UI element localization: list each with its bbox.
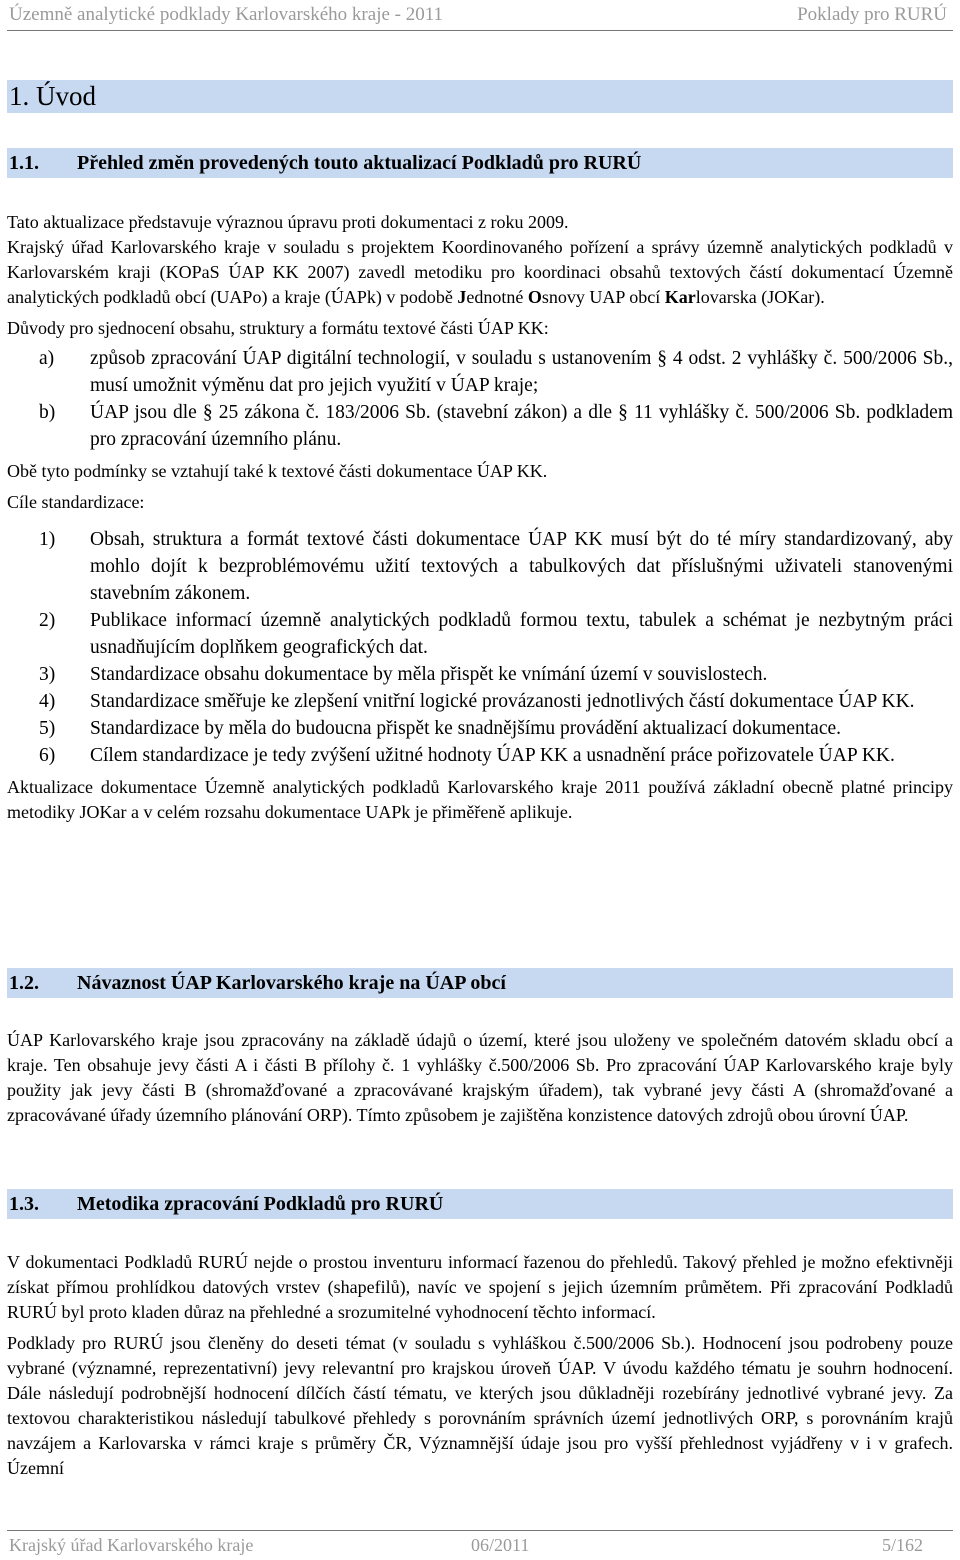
- header-title: Územně analytické podklady Karlovarského kraje - 2011: [9, 4, 444, 25]
- document-page: [7, 0, 953, 1559]
- goals-list: [7, 526, 953, 769]
- paragraph: Důvody pro sjednocení obsahu, struktury a formátu textové části ÚAP KK:: [7, 318, 549, 338]
- page-footer: [7, 1530, 953, 1560]
- section-title: Metodika zpracování Podkladů pro RURÚ: [77, 1193, 444, 1215]
- list-item: 5) Standardizace by měla do budoucna přispět ke snadnějšímu provádění aktualizací dokumentace.: [39, 718, 842, 739]
- section-1-2-body: [7, 1028, 953, 1128]
- header-right: Poklady pro RURÚ: [797, 4, 947, 25]
- section-title: Návaznost ÚAP Karlovarského kraje na ÚAP obcí: [77, 972, 506, 994]
- section-heading-1-3: [7, 1189, 953, 1219]
- paragraph: Podklady pro RURÚ jsou členěny do deseti témat (v souladu s vyhláškou č.500/2006 Sb.). Hodnocení jsou podrobeny pouze vybrané (významné, reprezentativní) jevy relevantní pro krajskou úroveň ÚAP. V úvodu každého tématu je souhrn hodnocení. Dále následují podrobnější hodnocení dílčích částí tématu, ve kterých jsou důkladněji rozebírány jednotlivé vybrané jevy. Za textovou charakteristikou následují tabulkové přehledy s porovnáním správních území jednotlivých ORP, s porovnáním krajů navzájem a Karlovarska v rámci kraje s průměry ČR, Významnější údaje jsou pro vyšší přehlednost vyjádřeny v i v grafech. Územní: [7, 1333, 953, 1478]
- list-item: 2) Publikace informací územně analytických podkladů formou textu, tabulek a schémat je nezbytným práci usnadňujícím doplňkem geografických dat.: [39, 610, 953, 658]
- page-number: 5/162: [881, 1535, 923, 1555]
- list-item: 6) Cílem standardizace je tedy zvýšení užitné hodnoty ÚAP KK a usnadnění práce pořizovatele ÚAP KK.: [39, 745, 895, 766]
- paragraph: V dokumentaci Podkladů RURÚ nejde o prostou inventuru informací řazenou do přehledů. Takový přehled je možno efektivněji získat přímou prohlídkou datových vrstev (shapefilů), navíc ve spojení s jejich územním průmětem. Při zpracování Podkladů RURÚ byl proto kladen důraz na přehledné a srozumitelné vyhodnocení těchto informací.: [7, 1252, 953, 1322]
- reason-list: [7, 345, 953, 453]
- section-number: 1.2.: [9, 972, 39, 994]
- paragraph: Aktualizace dokumentace Územně analytických podkladů Karlovarského kraje 2011 používá základní obecně platné principy metodiky JOKar a v celém rozsahu dokumentace UAPk je přiměřeně aplikuje.: [7, 777, 953, 822]
- section-1-1-body: [7, 210, 953, 825]
- section-title: Přehled změn provedených touto aktualizací Podkladů pro RURÚ: [77, 152, 642, 174]
- list-item: 3) Standardizace obsahu dokumentace by měla přispět ke vnímání území v souvislostech.: [39, 664, 768, 685]
- section-heading-1-1: [7, 148, 953, 178]
- list-item: b) ÚAP jsou dle § 25 zákona č. 183/2006 Sb. (stavební zákon) a dle § 11 vyhlášky č. 500/2006 Sb. podkladem pro zpracování územního plánu.: [39, 402, 953, 450]
- list-item: a) způsob zpracování ÚAP digitální technologií, v souladu s ustanovením § 4 odst. 2 vyhlášky č. 500/2006 Sb., musí umožnit výměnu dat pro jejich využití v ÚAP kraje;: [39, 348, 953, 396]
- heading-1: 1. Úvod: [7, 80, 953, 113]
- footer-author: Krajský úřad Karlovarského kraje: [9, 1535, 254, 1555]
- paragraph-jokar: Krajský úřad Karlovarského kraje v souladu s projektem Koordinovaného pořízení a správy územně analytických podkladů v Karlovarském kraji (KOPaS ÚAP KK 2007) zavedl metodiku pro koordinaci obsahů textových částí dokumentací Územně analytických podkladů obcí (UAPo) a kraje (ÚAPk) v podobě Jednotné Osnovy UAP obcí Karlovarska (JOKar).: [7, 237, 953, 307]
- section-heading-1-2: [7, 968, 953, 998]
- section-number: 1.3.: [9, 1193, 39, 1215]
- paragraph: ÚAP Karlovarského kraje jsou zpracovány na základě údajů o území, které jsou uloženy ve společném datovém skladu obcí a kraje. Ten obsahuje jevy části A i části B přílohy č. 1 vyhlášky č.500/2006 Sb. Pro zpracování ÚAP Karlovarského kraje byly použity jak jevy části B (shromažďované a zpracovávané krajským úřadem), tak vybrané jevy části A (shromažďované a zpracovávané úřady územního plánování ORP). Tímto způsobem je zajištěna konzistence datových zdrojů obou úrovní ÚAP.: [7, 1030, 953, 1125]
- footer-date: 06/2011: [471, 1535, 530, 1555]
- list-item: 1) Obsah, struktura a formát textové části dokumentace ÚAP KK musí být do té míry standardizovaný, aby mohlo dojít k bezproblémovému užití textových a tabulkových dat příslušnými uživateli stanovenými stavebním zákonem.: [39, 529, 953, 604]
- paragraph: Tato aktualizace představuje výraznou úpravu proti dokumentaci z roku 2009.: [7, 212, 569, 232]
- list-item: 4) Standardizace směřuje ke zlepšení vnitřní logické provázanosti jednotlivých částí dokumentace ÚAP KK.: [39, 691, 915, 712]
- section-1-3-body: [7, 1250, 953, 1481]
- paragraph: Cíle standardizace:: [7, 492, 145, 512]
- section-number: 1.1.: [9, 152, 39, 174]
- paragraph: Obě tyto podmínky se vztahují také k textové části dokumentace ÚAP KK.: [7, 461, 548, 481]
- page-header: [7, 0, 953, 31]
